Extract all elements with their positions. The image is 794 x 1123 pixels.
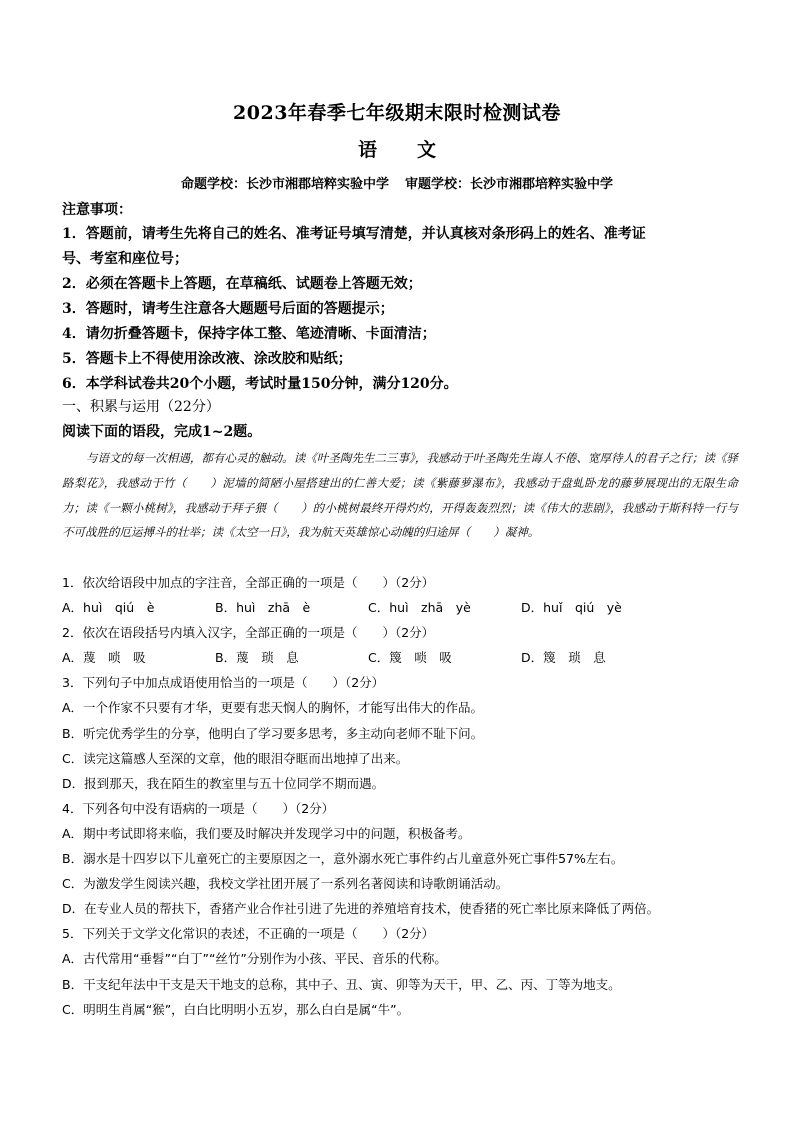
option-a: A．期中考试即将来临，我们要及时解决并发现学习中的问题，积极备考。 bbox=[62, 825, 471, 841]
notice-item: 5．答题卡上不得使用涂改液、涂改胶和贴纸； bbox=[62, 351, 352, 367]
option-c: C．为激发学生阅读兴趣，我校文学社团开展了一系列名著阅读和诗歌朗诵活动。 bbox=[62, 876, 509, 892]
question-stem: 5．下列关于文学文化常识的表述，不正确的一项是（ ）（2分） bbox=[62, 926, 435, 942]
question-stem: 3．下列句子中加点成语使用恰当的一项是（ ）（2分） bbox=[62, 675, 385, 691]
reviewer-school: 审题学校：长沙市湘郡培粹实验中学 bbox=[405, 177, 614, 192]
notice-item: 3．答题时，请考生注意各大题题号后面的答题提示； bbox=[62, 301, 394, 317]
notice-item: 4．请勿折叠答题卡，保持字体工整、笔迹清晰、卡面清洁； bbox=[62, 326, 436, 342]
option-a: A．huì qiú è bbox=[62, 600, 155, 616]
option-d: D．huǐ qiú yè bbox=[521, 600, 622, 616]
subject-char-1: 语 bbox=[357, 139, 377, 161]
notice-item: 6．本学科试卷共20个小题，考试时量150分钟，满分120分。 bbox=[62, 376, 458, 392]
notice-list bbox=[62, 222, 734, 397]
section-instruction: 阅读下面的语段，完成1~2题。 bbox=[62, 424, 262, 440]
setter-school: 命题学校：长沙市湘郡培粹实验中学 bbox=[180, 177, 389, 192]
subject-title bbox=[0, 135, 794, 162]
option-d: D．报到那天，我在陌生的教室里与五十位同学不期而遇。 bbox=[62, 775, 385, 791]
option-row bbox=[62, 645, 742, 670]
subject-char-2: 文 bbox=[417, 139, 437, 161]
exam-title: 2023年春季七年级期末限时检测试卷 bbox=[233, 102, 561, 124]
option-b: B．听完优秀学生的分享，他明白了学习要多思考，多主动向老师不耻下问。 bbox=[62, 725, 484, 741]
option-row bbox=[62, 595, 742, 620]
option-d: D．在专业人员的帮扶下，香猪产业合作社引进了先进的养殖培育技术，使香猪的死亡率比原来降低了两倍。 bbox=[62, 901, 660, 917]
reading-passage: 与语文的每一次相遇，都有心灵的触动。读《叶圣陶先生二三事》，我感动于叶圣陶先生诲人不倦、宽厚待人的君子之行；读《驿路梨花》，我感动于竹（ ）泥墙的简陋小屋搭建出的仁善大爱；读《紫藤萝瀑布》，我感动于盘虬卧龙的藤萝展现出的无限生命力；读《一颗小桃树》，我感动于拜子猥（ ）的小桃树最终开得灼灼，开得轰轰烈烈；读《伟大的悲剧》，我感动于斯科特一行与不可战胜的厄运搏斗的壮举；读《太空一日》，我为航天英雄惊心动魄的归途屏（ ）凝神。 bbox=[62, 451, 738, 540]
option-b: B．溺水是十四岁以下儿童死亡的主要原因之一，意外溺水死亡事件约占儿童意外死亡事件57%左右。 bbox=[62, 851, 624, 867]
option-a: A．古代常用“垂髫”“白丁”“丝竹”分别作为小孩、平民、音乐的代称。 bbox=[62, 951, 447, 967]
notice-item: 2．必须在答题卡上答题，在草稿纸、试题卷上答题无效； bbox=[62, 276, 422, 292]
question-stem: 2．依次在语段括号内填入汉字，全部正确的一项是（ ）（2分） bbox=[62, 625, 435, 641]
section-title: 一、积累与运用（22分） bbox=[62, 399, 220, 415]
option-c: C．huì zhā yè bbox=[368, 600, 471, 616]
notice-heading: 注意事项： bbox=[62, 202, 132, 218]
notice-item: 号、考室和座位号； bbox=[62, 251, 188, 267]
option-a: A．蔑 唢 吸 bbox=[62, 650, 146, 666]
option-b: B．huì zhā è bbox=[215, 600, 311, 616]
option-c: C．读完这篇感人至深的文章，他的眼泪夺眶而出地掉了出来。 bbox=[62, 750, 409, 766]
option-a: A．一个作家不只要有才华，更要有悲天悯人的胸怀，才能写出伟大的作品。 bbox=[62, 700, 484, 716]
question-stem: 4．下列各句中没有语病的一项是（ ）（2分） bbox=[62, 800, 335, 816]
option-c: C．篾 唢 吸 bbox=[368, 650, 452, 666]
option-d: D．篾 琐 息 bbox=[521, 650, 606, 666]
option-b: B．干支纪年法中干支是天干地支的总称，其中子、丑、寅、卯等为天干，甲、乙、丙、丁等为地支。 bbox=[62, 976, 621, 992]
question-stem: 1．依次给语段中加点的字注音，全部正确的一项是（ ）（2分） bbox=[62, 575, 435, 590]
option-c: C．明明生肖属“猴”，白白比明明小五岁，那么白白是属“牛”。 bbox=[62, 1001, 410, 1017]
notice-item: 1．答题前，请考生先将自己的姓名、准考证号填写清楚，并认真核对条形码上的姓名、准考证 bbox=[62, 226, 646, 242]
option-b: B．蔑 琐 息 bbox=[215, 650, 299, 666]
question-list bbox=[62, 570, 742, 1022]
school-info bbox=[0, 173, 794, 192]
